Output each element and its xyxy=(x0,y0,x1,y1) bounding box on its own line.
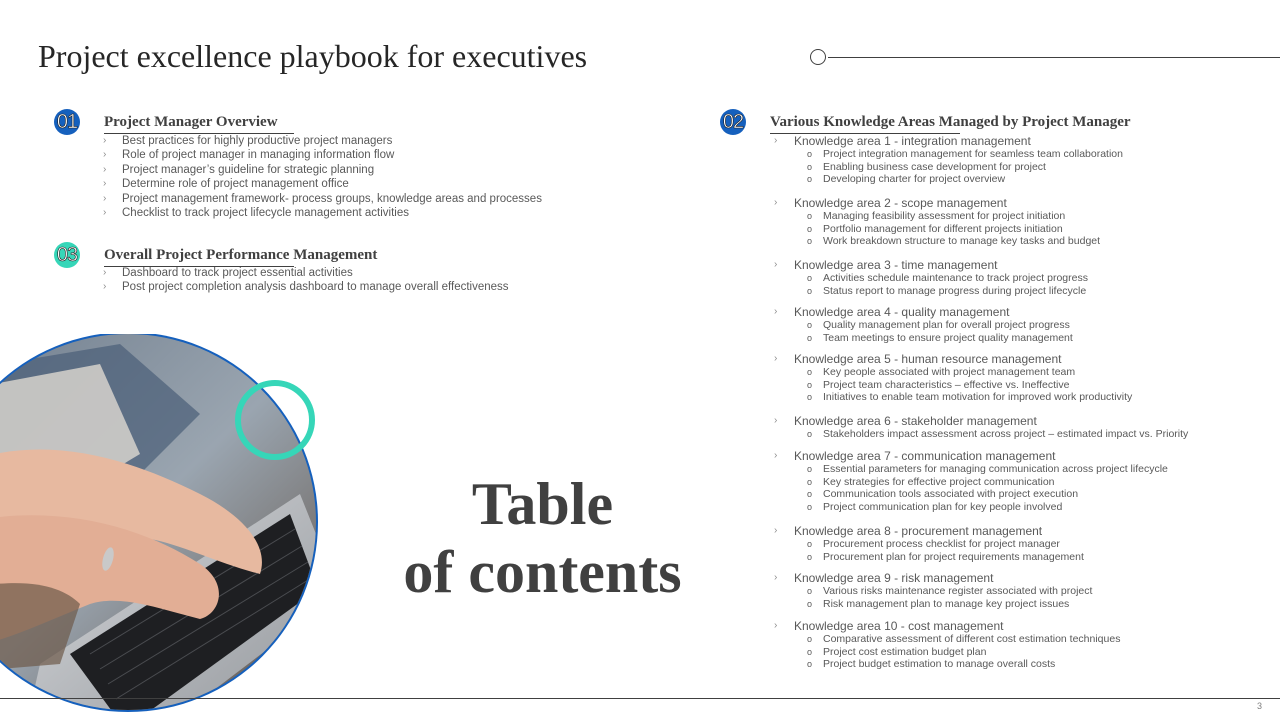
hollow-circle-icon: o xyxy=(807,489,813,500)
list-item: o Initiatives to enable team motivation for improved work productivity xyxy=(807,391,1133,404)
list-item: › Project management framework- process groups, knowledge areas and processes xyxy=(103,192,542,205)
list-item: o Stakeholders impact assessment across project – estimated impact vs. Priority xyxy=(807,428,1189,440)
chevron-right-icon: › xyxy=(103,207,107,219)
knowledge-area-7: › Knowledge area 7 - communication management o Essential parameters for managing communication across project lifecycle o Key strategies for effective project communication o Communication tools associated with project execution o Project communication plan for key people involved xyxy=(774,449,1168,514)
knowledge-area-5: › Knowledge area 5 - human resource management o Key people associated with project management team o Project team characteristics – effective vs. Ineffective o Initiatives to enable team motivation for improved work productivity xyxy=(774,352,1133,404)
hollow-circle-icon: o xyxy=(807,646,813,657)
section-title: Various Knowledge Areas Managed by Project Manager xyxy=(770,113,1131,130)
section-number-badge: 02 xyxy=(720,109,746,135)
hollow-circle-icon: o xyxy=(807,332,813,343)
hollow-circle-icon: o xyxy=(807,223,813,234)
list-item: o Risk management plan to manage key project issues xyxy=(807,597,1070,610)
hollow-circle-icon: o xyxy=(807,149,813,159)
list-item: o Enabling business case development for project xyxy=(807,160,1046,173)
section-title: Overall Project Performance Management xyxy=(104,246,378,263)
list-item: o Work breakdown structure to manage key tasks and budget xyxy=(807,235,1101,248)
section-number-badge: 01 xyxy=(54,109,80,135)
photo-illustration xyxy=(0,334,320,720)
hollow-circle-icon: o xyxy=(807,174,813,185)
chevron-right-icon: › xyxy=(103,135,107,146)
list-item: o Status report to manage progress during project lifecycle xyxy=(807,284,1087,297)
section-02-header xyxy=(720,109,1131,135)
list-item: o Project budget estimation to manage overall costs xyxy=(807,658,1056,671)
list-item: o Managing feasibility assessment for project initiation xyxy=(807,210,1066,222)
hollow-circle-icon: o xyxy=(807,586,813,596)
list-item: o Activities schedule maintenance to track project progress xyxy=(807,272,1088,284)
page-number: 3 xyxy=(1256,701,1262,711)
hollow-circle-icon: o xyxy=(807,464,813,474)
chevron-right-icon: › xyxy=(103,149,107,161)
chevron-right-icon: › xyxy=(103,163,107,175)
list-item: o Project integration management for seamless team collaboration xyxy=(807,148,1123,160)
list-item: › Role of project manager in managing information flow xyxy=(103,149,395,162)
list-item: o Project team characteristics – effective vs. Ineffective xyxy=(807,378,1070,391)
list-item: o Key people associated with project management team xyxy=(807,366,1076,378)
laptop-typing-photo xyxy=(0,334,320,720)
hollow-circle-icon: o xyxy=(807,273,813,283)
hollow-circle-icon: o xyxy=(807,539,813,549)
list-item: › Determine role of project management office xyxy=(103,178,349,191)
hollow-circle-icon: o xyxy=(807,659,813,670)
header-circle-ornament xyxy=(810,49,826,65)
slide-title: Project excellence playbook for executives xyxy=(38,38,588,74)
section-number-badge: 03 xyxy=(54,242,80,268)
list-item: o Project cost estimation budget plan xyxy=(807,645,987,658)
hollow-circle-icon: o xyxy=(807,211,813,221)
list-item: o Project communication plan for key people involved xyxy=(807,501,1063,514)
hollow-circle-icon: o xyxy=(807,161,813,172)
list-item: o Communication tools associated with project execution xyxy=(807,488,1079,501)
list-item: › Project manager’s guideline for strategic planning xyxy=(103,163,375,176)
hollow-circle-icon: o xyxy=(807,634,813,644)
chevron-right-icon: › xyxy=(774,450,778,461)
list-item: o Procurement plan for project requirements management xyxy=(807,550,1084,563)
chevron-right-icon: › xyxy=(774,197,778,208)
hollow-circle-icon: o xyxy=(807,236,813,247)
knowledge-area-6: › Knowledge area 6 - stakeholder management o Stakeholders impact assessment across project – estimated impact vs. Priority xyxy=(774,414,1189,440)
chevron-right-icon: › xyxy=(774,135,778,146)
list-item: o Quality management plan for overall project progress xyxy=(807,319,1070,331)
chevron-right-icon: › xyxy=(774,572,778,583)
hollow-circle-icon: o xyxy=(807,320,813,330)
knowledge-area-10: › Knowledge area 10 - cost management o Comparative assessment of different cost estimation techniques o Project cost estimation budget plan o Project budget estimation to manage overall costs xyxy=(774,619,1121,671)
toc-heading-line2: of contents xyxy=(403,539,682,605)
hollow-circle-icon: o xyxy=(807,551,813,562)
chevron-right-icon: › xyxy=(774,620,778,631)
chevron-right-icon: › xyxy=(103,267,107,278)
list-item: o Essential parameters for managing communication across project lifecycle xyxy=(807,463,1168,475)
list-item: o Portfolio management for different projects initiation xyxy=(807,222,1063,235)
list-item: › Post project completion analysis dashboard to manage overall effectiveness xyxy=(103,281,509,294)
list-item: o Various risks maintenance register associated with project xyxy=(807,585,1093,597)
chevron-right-icon: › xyxy=(103,178,107,190)
knowledge-area-4: › Knowledge area 4 - quality management o Quality management plan for overall project progress o Team meetings to ensure project quality management xyxy=(774,305,1073,344)
list-item: › Best practices for highly productive project managers xyxy=(103,135,393,147)
header-divider-line xyxy=(828,57,1280,58)
section-01-header xyxy=(54,109,278,135)
list-item: o Team meetings to ensure project quality management xyxy=(807,331,1073,344)
knowledge-area-8: › Knowledge area 8 - procurement management o Procurement process checklist for project manager o Procurement plan for project requirements management xyxy=(774,524,1084,563)
hollow-circle-icon: o xyxy=(807,367,813,377)
list-item: o Procurement process checklist for project manager xyxy=(807,538,1060,550)
hollow-circle-icon: o xyxy=(807,285,813,296)
chevron-right-icon: › xyxy=(774,306,778,317)
section-03-header xyxy=(54,242,377,268)
chevron-right-icon: › xyxy=(774,525,778,536)
list-item: › Dashboard to track project essential activities xyxy=(103,267,353,279)
hollow-circle-icon: o xyxy=(807,598,813,609)
hollow-circle-icon: o xyxy=(807,502,813,513)
hollow-circle-icon: o xyxy=(807,429,813,439)
hollow-circle-icon: o xyxy=(807,379,813,390)
list-item: o Comparative assessment of different cost estimation techniques xyxy=(807,633,1121,645)
list-item: o Key strategies for effective project communication xyxy=(807,475,1055,488)
knowledge-area-9: › Knowledge area 9 - risk management o Various risks maintenance register associated with project o Risk management plan to manage key project issues xyxy=(774,571,1093,610)
section-03-list xyxy=(103,266,509,295)
knowledge-area-2: › Knowledge area 2 - scope management o Managing feasibility assessment for project initiation o Portfolio management for different projects initiation o Work breakdown structure to manage key tasks and budget xyxy=(774,196,1101,248)
section-title: Project Manager Overview xyxy=(104,113,278,130)
hollow-circle-icon: o xyxy=(807,476,813,487)
toc-heading xyxy=(370,470,715,606)
chevron-right-icon: › xyxy=(103,281,107,293)
footer-divider-line xyxy=(0,698,1280,699)
chevron-right-icon: › xyxy=(103,192,107,204)
chevron-right-icon: › xyxy=(774,259,778,270)
chevron-right-icon: › xyxy=(774,415,778,426)
section-01-list xyxy=(103,134,542,220)
list-item: o Developing charter for project overview xyxy=(807,173,1006,186)
toc-heading-line1: Table xyxy=(471,471,614,537)
hollow-circle-icon: o xyxy=(807,392,813,403)
knowledge-area-1: › Knowledge area 1 - integration management o Project integration management for seamless team collaboration o Enabling business case development for project o Developing charter for project overview xyxy=(774,134,1123,186)
knowledge-area-3: › Knowledge area 3 - time management o Activities schedule maintenance to track project progress o Status report to manage progress during project lifecycle xyxy=(774,258,1088,297)
chevron-right-icon: › xyxy=(774,353,778,364)
list-item: › Checklist to track project lifecycle management activities xyxy=(103,207,409,220)
